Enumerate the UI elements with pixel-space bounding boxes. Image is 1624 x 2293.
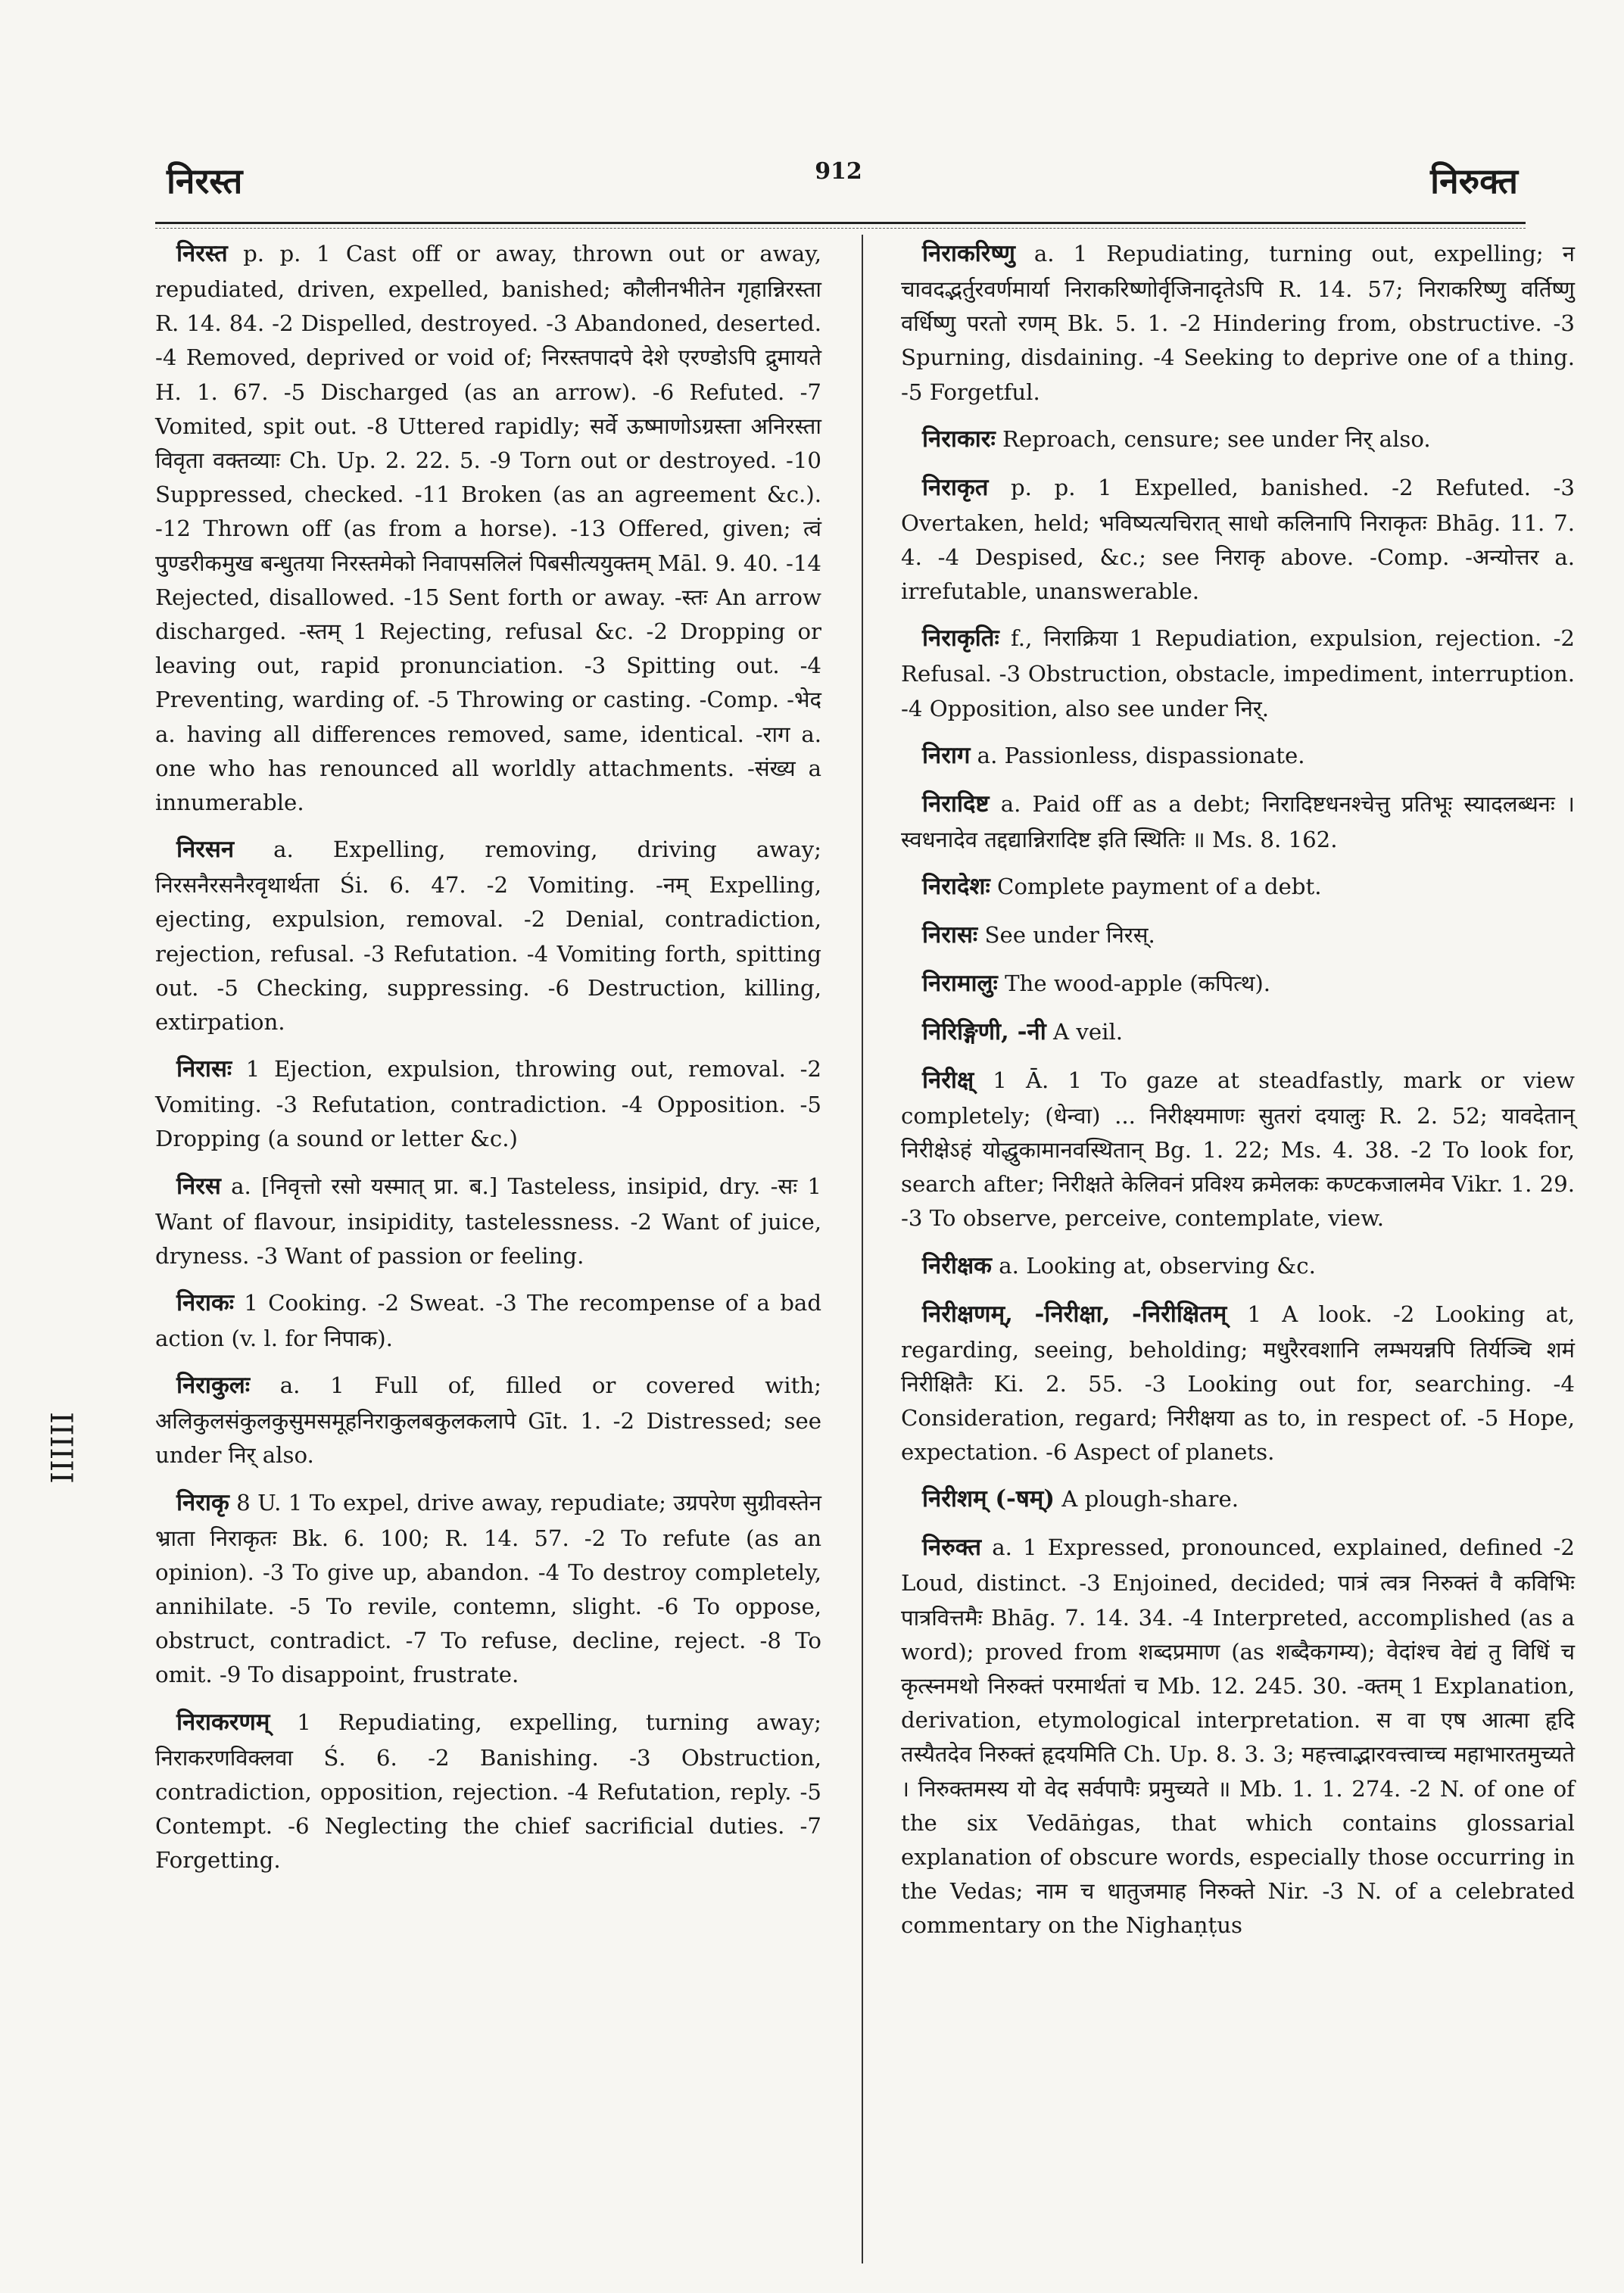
- entry-nirukta: [901, 1530, 1575, 1943]
- entry-nirakri: [155, 1485, 821, 1693]
- entry-nirakrita: [901, 470, 1575, 609]
- entry-text: a. Looking at, observing &c.: [991, 1252, 1316, 1279]
- entry-headword: निरासः: [176, 1055, 232, 1083]
- entry-headword: निराकुलः: [176, 1372, 251, 1400]
- entry-headword: निरासः: [922, 921, 978, 949]
- column-divider: [862, 235, 863, 2263]
- entry-text: 1 Ā. 1 To gaze at steadfastly, mark or view completely; (धेन्वा) ... निरीक्ष्यमाणः सुतरां दयालुः R. 2. 52; यावदेतान् निरीक्षेऽहं योद्धुकामानवस्थितान् Bg. 1. 22; Ms. 4. 38. -2 To look for, search after; निरीक्षते केलिवनं प्रविश्य क्रमेलकः कण्टकजालमेव Vikr. 1. 29. -3 To observe, perceive, contemplate, view.: [901, 1067, 1575, 1232]
- entry-text: a. 1 Repudiating, turning out, expelling; न चावदद्भर्तुरवर्णमार्या निराकरिष्णोर्वृजिनादृतेऽपि R. 14. 57; निराकरिष्णु वर्तिष्णु वर्धिष्णु परतो रणम् Bk. 5. 1. -2 Hindering from, obstructive. -3 Spurning, disdaining. -4 Seeking to deprive one of a thing. -5 Forgetful.: [901, 241, 1575, 405]
- entry-text: Reproach, censure; see under निर् also.: [995, 425, 1431, 452]
- entry-niringini: [901, 1014, 1575, 1051]
- page-header: [151, 148, 1526, 208]
- entry-text: a. Expelling, removing, driving away; निरसनैरसनैरवृथार्थता Śi. 6. 47. -2 Vomiting. -नम् Expelling, ejecting, expulsion, removal. -2 Denial, contradiction, rejection, refusal. -3 Refutation. -4 Vomiting forth, spitting out. -5 Checking, suppressing. -6 Destruction, killing, extirpation.: [155, 837, 821, 1036]
- right-running-headword: निरुक्त: [1430, 160, 1518, 201]
- entry-headword: निरामालुः: [922, 969, 998, 997]
- entry-niriksh: [901, 1063, 1575, 1236]
- entry-headword: निराकरणम्: [176, 1708, 270, 1736]
- entry-nirakarishnu: [901, 236, 1575, 410]
- entry-text: Complete payment of a debt.: [990, 873, 1322, 899]
- entry-nirakah: [155, 1285, 821, 1356]
- entry-headword: निराकृतिः: [922, 625, 999, 653]
- left-column: [155, 236, 821, 1890]
- entry-text: a. 1 Expressed, pronounced, explained, defined -2 Loud, distinct. -3 Enjoined, decided; पात्रं त्वत्र निरुक्तं वै कविभिः पात्रवित्तमैः Bhāg. 7. 14. 34. -4 Interpreted, accomplished (as a word); proved from शब्दप्रमाण (as शब्दैकगम्य); वेदांश्च वेद्यं तु विधिं च कृत्स्नमथो निरुक्तं परमार्थतां च Mb. 12. 245. 30. -क्तम् 1 Explanation, derivation, etymological interpretation. स वा एष आत्मा हृदि तस्यैतदेव निरुक्तं हृदयमिति Ch. Up. 8. 3. 3; महत्त्वाद्भारवत्त्वाच्च महाभारतमुच्यते । निरुक्तमस्य यो वेद सर्वपापैः प्रमुच्यते ॥ Mb. 1. 1. 274. -2 N. of one of the six Vedāṅgas, that which contains glossarial explanation of obscure words, especially those occurring in the Vedas; नाम च धातुजमाह निरुक्ते Nir. -3 N. of a celebrated commentary on the Nighaṇṭus: [901, 1534, 1575, 1939]
- entry-text: a. [निवृत्तो रसो यस्मात् प्रा. ब.] Tasteless, insipid, dry. -सः 1 Want of flavour, insipidity, tastelessness. -2 Want of juice, dryness. -3 Want of passion or feeling.: [155, 1173, 821, 1269]
- entry-nirasta: [155, 236, 821, 820]
- entry-text: a. Passionless, dispassionate.: [970, 742, 1305, 768]
- entry-text: A plough-share.: [1055, 1486, 1239, 1513]
- left-running-headword: निरस्त: [167, 160, 243, 201]
- header-rule: [155, 222, 1526, 224]
- entry-text: a. Paid off as a debt; निरादिष्टधनश्चेत्तु प्रतिभूः स्यादलब्धनः । स्वधनादेव तद्दद्यान्निरादिष्ट इति स्थितिः ॥ Ms. 8. 162.: [901, 790, 1575, 852]
- entry-headword: निरीशम् (-षम्): [922, 1485, 1055, 1513]
- entry-niradishta: [901, 787, 1575, 857]
- entry-nirakarah: [901, 422, 1575, 458]
- entry-headword: निरीक्षणम्, -निरीक्षा, -निरीक्षितम्: [922, 1300, 1227, 1328]
- entry-headword: निरिङ्गिणी, -नी: [922, 1017, 1046, 1045]
- entry-nirasah-ref: [901, 918, 1575, 954]
- entry-headword: निरीक्ष्: [922, 1066, 974, 1094]
- entry-nirakaranam: [155, 1705, 821, 1878]
- entry-nirikshanam: [901, 1297, 1575, 1470]
- entry-headword: निरादेशः: [922, 872, 990, 900]
- entry-text: a. 1 Full of, filled or covered with; अलिकुलसंकुलकुसुमसमूहनिराकुलबकुलकलापे Gīt. 1. -2 Distressed; see under निर् also.: [155, 1372, 821, 1469]
- entry-headword: निरादिष्ट: [922, 790, 990, 818]
- entry-text: 8 U. 1 To expel, drive away, repudiate; उग्रपरेण सुग्रीवस्तेन भ्राता निराकृतः Bk. 6. 100; R. 14. 57. -2 To refute (as an opinion). -3 To give up, abandon. -4 To destroy completely, annihilate. -5 To revile, contemn, slight. -6 To oppose, obstruct, contradict. -7 To refuse, decline, reject. -8 To omit. -9 To disappoint, frustrate.: [155, 1489, 821, 1688]
- entry-niramaluh: [901, 966, 1575, 1002]
- entry-text: 1 Ejection, expulsion, throwing out, removal. -2 Vomiting. -3 Refutation, contradiction. -4 Opposition. -5 Dropping (a sound or letter &c.): [155, 1056, 821, 1152]
- header-rule-dashed: [155, 228, 1526, 229]
- entry-niradeshah: [901, 869, 1575, 905]
- entry-headword: निरसन: [176, 836, 235, 864]
- entry-text: See under निरस्.: [977, 921, 1155, 948]
- entry-text: The wood-apple (कपित्थ).: [997, 970, 1271, 996]
- entry-headword: निराकः: [176, 1289, 235, 1317]
- entry-nirakritih: [901, 621, 1575, 725]
- page-number: 912: [815, 158, 862, 185]
- entry-text: 1 A look. -2 Looking at, regarding, seeing, beholding; मधुरैरवशानि लम्भयन्नपि तिर्यञ्चि शमं निरीक्षितैः Ki. 2. 55. -3 Looking out for, searching. -4 Consideration, regard; निरीक्षया as to, in respect of. -5 Hope, expectation. -6 Aspect of planets.: [901, 1301, 1575, 1466]
- entry-text: 1 Repudiating, expelling, turning away; निराकरणविक्लवा Ś. 6. -2 Banishing. -3 Obstruction, contradiction, opposition, rejection. -4 Refutation, reply. -5 Contempt. -6 Neglecting the chief sacrificial duties. -7 Forgetting.: [155, 1709, 821, 1874]
- entry-headword: निरस: [176, 1172, 221, 1200]
- entry-headword: निराकृ: [176, 1488, 229, 1516]
- entry-nirasah: [155, 1051, 821, 1156]
- entry-headword: निराकारः: [922, 425, 996, 453]
- right-column: [901, 236, 1575, 1955]
- entry-headword: निराग: [922, 741, 971, 769]
- entry-text: A veil.: [1046, 1018, 1124, 1045]
- entry-headword: निराकरिष्णु: [922, 240, 1015, 267]
- entry-niraga: [901, 738, 1575, 774]
- entry-headword: निरीक्षक: [922, 1251, 992, 1279]
- entry-nirakulah: [155, 1368, 821, 1472]
- entry-headword: निरुक्त: [922, 1534, 982, 1562]
- entry-headword: निराकृत: [922, 473, 989, 501]
- entry-text: f., निराक्रिया 1 Repudiation, expulsion, rejection. -2 Refusal. -3 Obstruction, obstacle, impediment, interruption. -4 Opposition, also see under निर्.: [901, 625, 1575, 721]
- entry-nirikshaka: [901, 1248, 1575, 1285]
- entry-headword: निरस्त: [176, 240, 228, 267]
- entry-text: p. p. 1 Expelled, banished. -2 Refuted. -3 Overtaken, held; भविष्यत्यचिरात् साधो कलिनापि निराकृतः Bhāg. 11. 7. 4. -4 Despised, &c.; see निराकृ above. -Comp. -अन्योत्तर a. irrefutable, unanswerable.: [901, 474, 1575, 605]
- entry-nirisham: [901, 1481, 1575, 1518]
- entry-text: p. p. 1 Cast off or away, thrown out or away, repudiated, driven, expelled, banished; कौलीनभीतेन गृहान्निरस्ता R. 14. 84. -2 Dispelled, destroyed. -3 Abandoned, deserted. -4 Removed, deprived or void of; निरस्तपादपे देशे एरण्डोऽपि द्रुमायते H. 1. 67. -5 Discharged (as an arrow). -6 Refuted. -7 Vomited, spit out. -8 Uttered rapidly; सर्वे ऊष्माणोऽग्रस्ता अनिरस्ता विवृता वक्तव्याः Ch. Up. 2. 22. 5. -9 Torn out or destroyed. -10 Suppressed, checked. -11 Broken (as an agreement &c.). -12 Thrown off (as from a horse). -13 Offered, given; त्वं पुण्डरीकमुख बन्धुतया निरस्तमेको निवापसलिलं पिबसीत्ययुक्तम् Māl. 9. 40. -14 Rejected, disallowed. -15 Sent forth or away. -स्तः An arrow discharged. -स्तम् 1 Rejecting, refusal &c. -2 Dropping or leaving out, rapid pronunciation. -3 Spitting out. -4 Preventing, warding of. -5 Throwing or casting. -Comp. -भेद a. having all differences removed, same, identical. -राग a. one who has renounced all worldly attachments. -संख्य a innumerable.: [155, 241, 821, 816]
- entry-nirasa: [155, 1169, 821, 1273]
- entry-text: 1 Cooking. -2 Sweat. -3 The recompense of a bad action (v. l. for निपाक).: [155, 1290, 821, 1351]
- margin-mark: IIIIII: [43, 1412, 78, 1484]
- entry-nirasana: [155, 832, 821, 1039]
